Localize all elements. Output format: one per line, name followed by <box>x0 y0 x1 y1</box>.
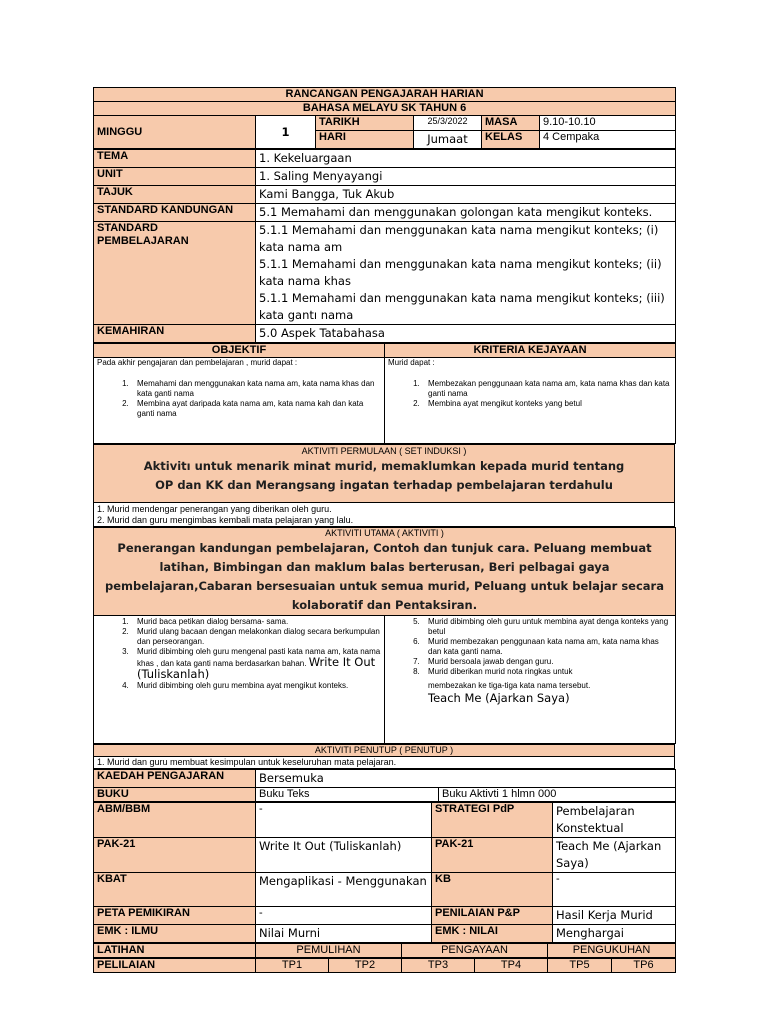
kemahiran-value: 5.0 Aspek Tatabahasa <box>256 325 676 343</box>
hari-label: HARI <box>316 131 414 149</box>
sp-values <box>256 222 676 325</box>
tarikh-value: 25/3/2022 <box>414 116 482 131</box>
objektif-item: 1. Memahami dan menggunakan kata nama am, kata nama khas dan kata ganti nama <box>131 379 381 399</box>
permulaan-note: 1. Murid mendengar penerangan yang diberikan oleh guru. <box>97 504 332 514</box>
tp-cell: TP4 <box>475 959 548 973</box>
kaedah-value: Bersemuka <box>256 770 676 788</box>
strategi-value: Pembelajaran Konstektual <box>553 803 676 838</box>
tp-cell: TP3 <box>402 959 475 973</box>
latihan-pengukuhan: PENGUKUHAN <box>548 944 676 958</box>
latihan-table <box>93 943 676 958</box>
utama-right-item: 5. Murid dibimbing oleh guru untuk membina ayat denga konteks yang betul <box>422 617 672 637</box>
latihan-pengayaan: PENGAYAAN <box>402 944 548 958</box>
pelilaian-table <box>93 958 676 973</box>
detail-table <box>93 802 676 943</box>
sp-item: 5.1.1 Memahami dan menggunakan kata nama mengikut konteks; (i) kata nama am <box>259 223 659 254</box>
kb-label: KB <box>432 873 553 907</box>
kriteria-title: KRITERIA KEJAYAAN <box>385 344 676 358</box>
objektif-item: 2. Membina ayat daripada kata nama am, kata nama kah dan kata ganti nama <box>131 399 381 419</box>
abm-label: ABM/BBM <box>94 803 256 838</box>
penutup-note: 1. Murid dan guru membuat kesimpulan untuk keseluruhan mata pelajaran. <box>94 757 675 769</box>
unit-label: UNIT <box>94 168 256 186</box>
tema-value: 1. Kekeluargaan <box>256 150 676 168</box>
utama-left-item: 2. Murid ulang bacaan dengan melakonkan dialog secara berkumpulan dan perseorangan. <box>131 627 381 647</box>
permulaan-table <box>93 444 675 527</box>
sk-label: STANDARD KANDUNGAN <box>94 204 256 222</box>
header-table <box>93 87 676 149</box>
utama-left-item: 4. Murid dibimbing oleh guru membina ayat mengikut konteks. <box>131 681 381 691</box>
emk-nilai-label: EMK : NILAI <box>432 925 553 943</box>
plan-subtitle: BAHASA MELAYU SK TAHUN 6 <box>94 102 676 116</box>
penutup-table <box>93 744 675 769</box>
utama-right-item: 6. Murid membezakan penggunaan kata nama am, kata nama khas dan kata ganti nama. <box>422 637 672 657</box>
kemahiran-label: KEMAHIRAN <box>94 325 256 343</box>
penutup-title: AKTIVITI PENUTUP ( PENUTUP ) <box>94 745 675 757</box>
pak21-label-2: PAK-21 <box>432 838 553 873</box>
sp-item: 5.1.1 Memahami dan menggunakan kata nama mengikut konteks; (ii) kata nama khas <box>259 257 662 288</box>
utama-right-item-text: Murid diberikan murid nota ringkas untuk <box>428 667 573 676</box>
kbat-value: Mengaplikasi - Menggunakan <box>256 873 432 907</box>
content-rows-table <box>93 149 676 343</box>
kriteria-intro: Murid dapat : <box>388 358 435 367</box>
emk-ilmu-value: Nilai Murni <box>256 925 432 943</box>
utama-text: Penerangan kandungan pembelajaran, Contoh dan tunjuk cara. Peluang membuat latihan, Bimbingan dan maklum balas berterusan, Beri pelbagai gaya pembelajaran,Cabaran bersesuaian untuk semua murid, Peluang untuk belajar secara kolaboratif dan Pentaksiran. <box>105 541 664 612</box>
penilaian-value: Hasil Kerja Murid <box>553 907 676 925</box>
permulaan-box <box>94 445 675 503</box>
utama-table <box>93 527 676 744</box>
permulaan-title: AKTIVITI PERMULAAN ( SET INDUKSI ) <box>301 446 467 456</box>
latihan-label: LATIHAN <box>94 944 256 958</box>
emk-ilmu-label: EMK : ILMU <box>94 925 256 943</box>
kb-value: - <box>553 873 676 907</box>
masa-label: MASA <box>482 116 540 131</box>
sp-label: STANDARD PEMBELAJARAN <box>94 222 256 325</box>
peta-value: - <box>256 907 432 925</box>
utama-left-item: 1. Murid baca petikan dialog bersama- sama. <box>131 617 381 627</box>
utama-left-box <box>94 616 385 744</box>
minggu-value: 1 <box>256 116 316 149</box>
minggu-label: MINGGU <box>94 116 256 149</box>
utama-left-item-text: Murid dibimbing oleh guru mengenal pasti kata nama am, kata nama khas , dan kata ganti nama <box>137 647 381 668</box>
kelas-value: 4 Cempaka <box>540 131 676 149</box>
tarikh-label: TARIKH <box>316 116 414 131</box>
latihan-pemulihan: PEMULIHAN <box>256 944 402 958</box>
pak21-value-2: Teach Me (Ajarkan Saya) <box>553 838 676 873</box>
hari-value: Jumaat <box>414 131 482 149</box>
utama-left-item <box>131 647 381 681</box>
peta-label: PETA PEMIKIRAN <box>94 907 256 925</box>
objektif-title: OBJEKTIF <box>94 344 385 358</box>
objektif-kriteria-table <box>93 343 676 444</box>
buku-value-aktiviti: Buku Aktivti 1 hlmn 000 <box>439 788 676 802</box>
unit-value: 1. Saling Menyayangi <box>256 168 676 186</box>
tp-cell: TP2 <box>329 959 402 973</box>
tajuk-value: Kami Bangga, Tuk Akub <box>256 186 676 204</box>
objektif-intro: Pada akhir pengajaran dan pembelajaran , murid dapat : <box>97 358 298 367</box>
tp-cell: TP6 <box>612 959 676 973</box>
masa-value: 9.10-10.10 <box>540 116 676 131</box>
objektif-box <box>94 358 385 444</box>
permulaan-notes <box>94 503 675 527</box>
utama-box <box>94 528 676 616</box>
utama-title: AKTIVITI UTAMA ( AKTIVITI ) <box>325 528 444 538</box>
utama-right-box <box>385 616 676 744</box>
pak21-teach-me: Teach Me (Ajarkan Saya) <box>428 691 570 705</box>
pelilaian-label: PELILAIAN <box>94 959 256 973</box>
kriteria-box <box>385 358 676 444</box>
lesson-plan-sheet <box>93 87 675 973</box>
utama-right-item: 7. Murid bersoala jawab dengan guru. <box>422 657 672 667</box>
tajuk-label: TAJUK <box>94 186 256 204</box>
kelas-label: KELAS <box>482 131 540 149</box>
pak21-label: PAK-21 <box>94 838 256 873</box>
kriteria-item: 2. Membina ayat mengikut konteks yang betul <box>422 399 672 409</box>
buku-value-teks: Buku Teks <box>256 788 439 802</box>
tp-cell: TP1 <box>256 959 329 973</box>
penilaian-label: PENILAIAN P&P <box>432 907 553 925</box>
sk-value: 5.1 Memahami dan menggunakan golongan kata mengikut konteks. <box>256 204 676 222</box>
tp-cell: TP5 <box>548 959 612 973</box>
utama-right-item-tail: membezakan ke tiga-tiga kata nama tersebut. <box>428 681 591 690</box>
sp-item: 5.1.1 Memahami dan menggunakan kata nama mengikut konteks; (iii) kata gantı nama <box>259 291 665 322</box>
kaedah-buku-table <box>93 769 676 802</box>
pak21-write-it-out: Write It Out (Tuliskanlah) <box>137 655 376 681</box>
utama-left-item-tail: berdasarkan bahan. <box>235 659 307 668</box>
emk-nilai-value: Menghargai <box>553 925 676 943</box>
kriteria-item: 1. Membezakan penggunaan kata nama am, kata nama khas dan kata ganti nama <box>422 379 672 399</box>
permulaan-text: Aktivitı untuk menarik minat murid, memaklumkan kepada murid tentang OP dan KK dan Merangsang ingatan terhadap pembelajaran terdahulu <box>143 459 625 492</box>
buku-label: BUKU <box>94 788 256 802</box>
tema-label: TEMA <box>94 150 256 168</box>
utama-right-item <box>422 667 672 703</box>
abm-value: - <box>256 803 432 838</box>
kaedah-label: KAEDAH PENGAJARAN <box>94 770 256 788</box>
plan-title: RANCANGAN PENGAJARAH HARIAN <box>94 88 676 102</box>
strategi-label: STRATEGI PdP <box>432 803 553 838</box>
kbat-label: KBAT <box>94 873 256 907</box>
pak21-value: Write It Out (Tuliskanlah) <box>256 838 432 873</box>
permulaan-note: 2. Murid dan guru mengimbas kembali mata pelajaran yang lalu. <box>97 515 354 525</box>
